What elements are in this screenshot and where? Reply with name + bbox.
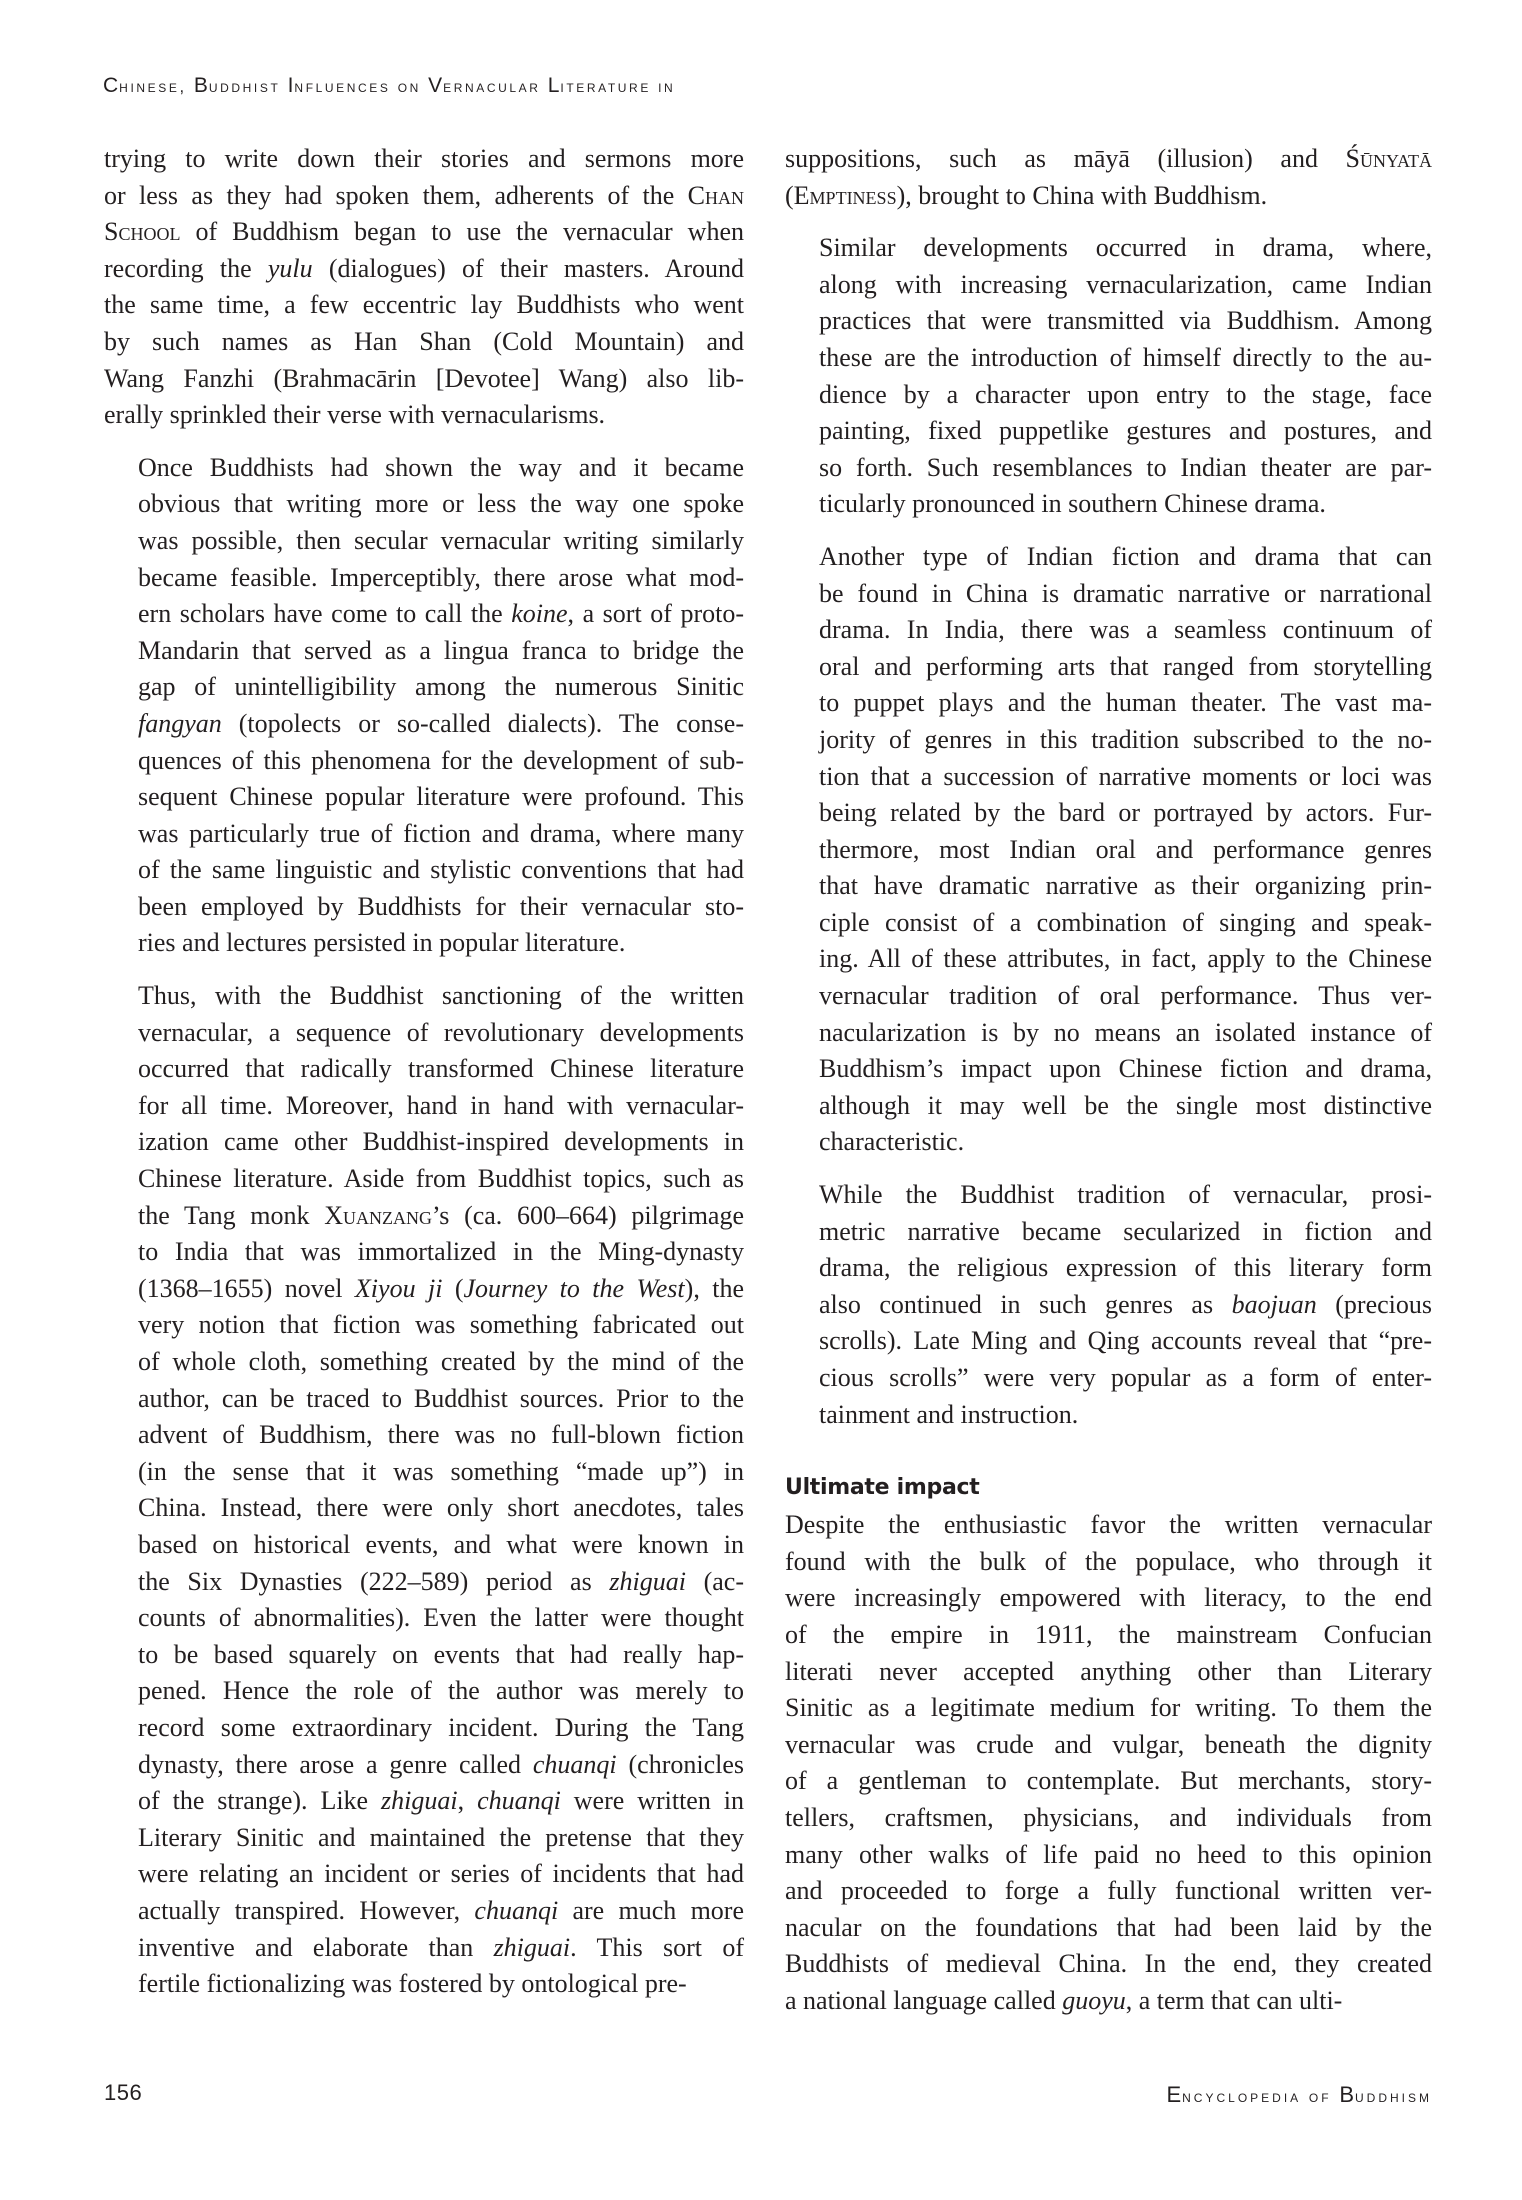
italic-term: chuanqi [474,1895,559,1925]
text-line: of the strange). Like zhiguai, chuanqi were written in [138,1786,745,1816]
cross-reference: Śūnyatā [1345,144,1432,173]
italic-term: yulu [267,253,313,283]
text-line: characteristic. [819,1127,965,1157]
italic-term: chuanqi [532,1749,617,1779]
text-line: ing. All of these attributes, in fact, apply to the Chinese [819,944,1432,974]
text-line: Buddhism’s impact upon Chinese fiction and drama, [819,1054,1432,1084]
paragraph [104,141,744,434]
text-line: actually transpired. However, chuanqi are much more [138,1895,744,1925]
text-line: erally sprinkled their verse with vernacularisms. [104,400,606,430]
text-line: gap of unintelligibility among the numerous Sinitic [138,672,744,702]
text-line: pened. Hence the role of the author was merely to [138,1676,744,1706]
italic-term: chuanqi [477,1786,561,1816]
text-line: occurred that radically transformed Chinese literature [138,1054,744,1084]
text-line: (Emptiness), brought to China with Buddhism. [785,180,1268,210]
text-line: vernacular tradition of oral performance. Thus ver- [819,981,1432,1011]
text-line: and proceeded to forge a fully functional written ver- [785,1876,1432,1906]
text-line: author, can be traced to Buddhist sources. Prior to the [138,1383,744,1413]
text-line: obvious that writing more or less the way one spoke [138,489,744,519]
text-line: oral and performing arts that ranged from storytelling [819,651,1432,681]
text-line: were increasingly empowered with literacy, to the end [785,1583,1432,1613]
cross-reference: Emptiness [793,180,897,210]
text-line: sequent Chinese popular literature were profound. This [138,782,744,812]
right-column [785,141,1432,2036]
text-line: ization came other Buddhist-inspired developments in [138,1127,744,1157]
italic-term: zhiguai [493,1932,571,1962]
cross-reference: School [104,217,181,247]
running-head: Chinese, Buddhist Influences on Vernacular Literature in [103,74,676,97]
text-line: by such names as Han Shan (Cold Mountain) and [104,326,744,356]
text-line: dynasty, there arose a genre called chuanqi (chronicles [138,1749,744,1779]
text-line: vernacular, a sequence of revolutionary developments [138,1017,744,1047]
text-line: dience by a character upon entry to the stage, face [819,379,1432,409]
text-line: to puppet plays and the human theater. The vast ma- [819,688,1432,718]
text-line: inventive and elaborate than zhiguai. This sort of [138,1932,744,1962]
text-line: of the empire in 1911, the mainstream Confucian [785,1619,1432,1649]
text-line: nacularization is by no means an isolated instance of [819,1017,1432,1047]
text-line: so forth. Such resemblances to Indian theater are par- [819,452,1432,482]
text-line: although it may well be the single most distinctive [819,1090,1432,1120]
text-line: ries and lectures persisted in popular literature. [138,928,626,958]
paragraph [785,539,1432,1161]
text-line: (1368–1655) novel Xiyou ji (Journey to the West), the [138,1273,744,1303]
section-heading: Ultimate impact [785,1475,980,1501]
text-line: been employed by Buddhists for their vernacular sto- [138,891,744,921]
text-line: ticularly pronounced in southern Chinese drama. [819,489,1326,519]
text-line: advent of Buddhism, there was no full-blown fiction [138,1420,744,1450]
text-line: drama. In India, there was a seamless continuum of [819,615,1432,645]
text-line: these are the introduction of himself directly to the au- [819,342,1432,372]
paragraph [785,230,1432,523]
text-line: scrolls). Late Ming and Qing accounts reveal that “pre- [819,1326,1432,1356]
text-line: (in the sense that it was something “made up”) in [138,1456,744,1486]
text-line: painting, fixed puppetlike gestures and postures, and [819,416,1432,446]
text-line: jority of genres in this tradition subscribed to the no- [819,724,1432,754]
italic-term: koine [511,599,568,629]
text-line: Wang Fanzhi (Brahmacārin [Devotee] Wang) also lib- [104,363,744,393]
text-line: of whole cloth, something created by the mind of the [138,1347,744,1376]
text-line: China. Instead, there were only short anecdotes, tales [138,1493,744,1523]
text-line: vernacular was crude and vulgar, beneath the dignity [785,1729,1432,1759]
paragraph [785,1177,1432,1433]
cross-reference: Xuanzang [324,1200,433,1230]
text-line: School of Buddhism began to use the vernacular when [104,217,744,247]
text-line: recording the yulu (dialogues) of their masters. Around [104,253,744,283]
italic-term: guoyu [1062,1985,1126,2015]
text-line: the same time, a few eccentric lay Buddhists who went [104,290,744,320]
text-line: Thus, with the Buddhist sanctioning of the written [138,981,744,1011]
paragraph [104,978,744,2003]
text-line: trying to write down their stories and sermons more [104,144,744,173]
text-line: fertile fictionalizing was fostered by ontological pre- [138,1969,687,1999]
text-line: nacular on the foundations that had been laid by the [785,1912,1432,1942]
text-line: Despite the enthusiastic favor the written vernacular [785,1510,1432,1540]
text-line: tellers, craftsmen, physicians, and individuals from [785,1802,1432,1832]
text-line: ern scholars have come to call the koine, a sort of proto- [138,599,744,629]
text-line: to India that was immortalized in the Ming-dynasty [138,1237,744,1267]
page-number: 156 [104,2080,143,2105]
text-line: the Tang monk Xuanzang’s (ca. 600–664) pilgrimage [138,1200,745,1230]
text-line: to be based squarely on events that had really hap- [138,1639,744,1669]
text-line: While the Buddhist tradition of vernacular, prosi- [819,1180,1432,1210]
text-line: quences of this phenomena for the development of sub- [138,745,744,775]
text-line: cious scrolls” were very popular as a form of enter- [819,1363,1432,1392]
text-line: very notion that fiction was something fabricated out [138,1310,744,1340]
text-line: became feasible. Imperceptibly, there arose what mod- [138,562,744,592]
text-line: Mandarin that served as a lingua franca to bridge the [138,635,744,665]
footer-book-title: Encyclopedia of Buddhism [1166,2082,1432,2107]
text-line: found with the bulk of the populace, who through it [785,1546,1432,1576]
text-line: Literary Sinitic and maintained the pretense that they [138,1822,744,1852]
text-line: also continued in such genres as baojuan (precious [819,1289,1432,1319]
text-line: Another type of Indian fiction and drama that can [819,541,1432,571]
italic-term: zhiguai [381,1786,458,1816]
text-line: a national language called guoyu, a term that can ulti- [785,1985,1343,2015]
text-line: suppositions, such as māyā (illusion) and Śūnyatā [785,144,1432,173]
paragraph [104,450,744,962]
text-line: literati never accepted anything other than Literary [785,1656,1432,1686]
text-line: Sinitic as a legitimate medium for writing. To them the [785,1693,1432,1723]
text-line: along with increasing vernacularization, came Indian [819,269,1432,299]
text-line: record some extraordinary incident. During the Tang [138,1712,744,1742]
text-line: that have dramatic narrative as their organizing prin- [819,871,1432,901]
text-line: Chinese literature. Aside from Buddhist topics, such as [138,1164,744,1194]
text-line: or less as they had spoken them, adherents of the Chan [104,180,744,210]
text-line: be found in China is dramatic narrative or narrational [819,578,1432,608]
cross-reference: Chan [687,180,744,210]
text-line: of the same linguistic and stylistic conventions that had [138,855,744,885]
text-line: ciple consist of a combination of singing and speak- [819,907,1432,937]
italic-term: Xiyou ji [354,1273,443,1303]
text-line: metric narrative became secularized in fiction and [819,1216,1432,1246]
text-line: thermore, most Indian oral and performance genres [819,834,1432,864]
text-line: were relating an incident or series of incidents that had [138,1859,744,1889]
left-column [104,141,744,2019]
text-line: practices that were transmitted via Buddhism. Among [819,306,1432,336]
text-line: for all time. Moreover, hand in hand with vernacular- [138,1090,744,1120]
text-line: of a gentleman to contemplate. But merchants, story- [785,1766,1432,1796]
italic-term: fangyan [138,708,222,738]
text-line: drama, the religious expression of this literary form [819,1253,1432,1283]
text-line: tainment and instruction. [819,1399,1079,1429]
paragraph [785,141,1432,214]
text-line: Buddhists of medieval China. In the end, they created [785,1949,1432,1979]
italic-term: Journey to the West [463,1273,685,1303]
italic-term: zhiguai [609,1566,686,1596]
text-line: based on historical events, and what were known in [138,1529,744,1559]
text-line: was particularly true of fiction and drama, where many [138,818,744,848]
text-line: the Six Dynasties (222–589) period as zhiguai (ac- [138,1566,744,1596]
text-line: Similar developments occurred in drama, where, [819,233,1432,263]
text-line: Once Buddhists had shown the way and it became [138,452,744,482]
text-line: counts of abnormalities). Even the latter were thought [138,1603,744,1633]
italic-term: baojuan [1231,1289,1317,1319]
text-line: fangyan (topolects or so-called dialects). The conse- [138,708,744,738]
text-line: tion that a succession of narrative moments or loci was [819,761,1432,791]
text-line: many other walks of life paid no heed to this opinion [785,1839,1432,1869]
text-line: being related by the bard or portrayed by actors. Fur- [819,798,1432,828]
paragraph [785,1507,1432,2019]
text-line: was possible, then secular vernacular writing similarly [138,525,744,555]
